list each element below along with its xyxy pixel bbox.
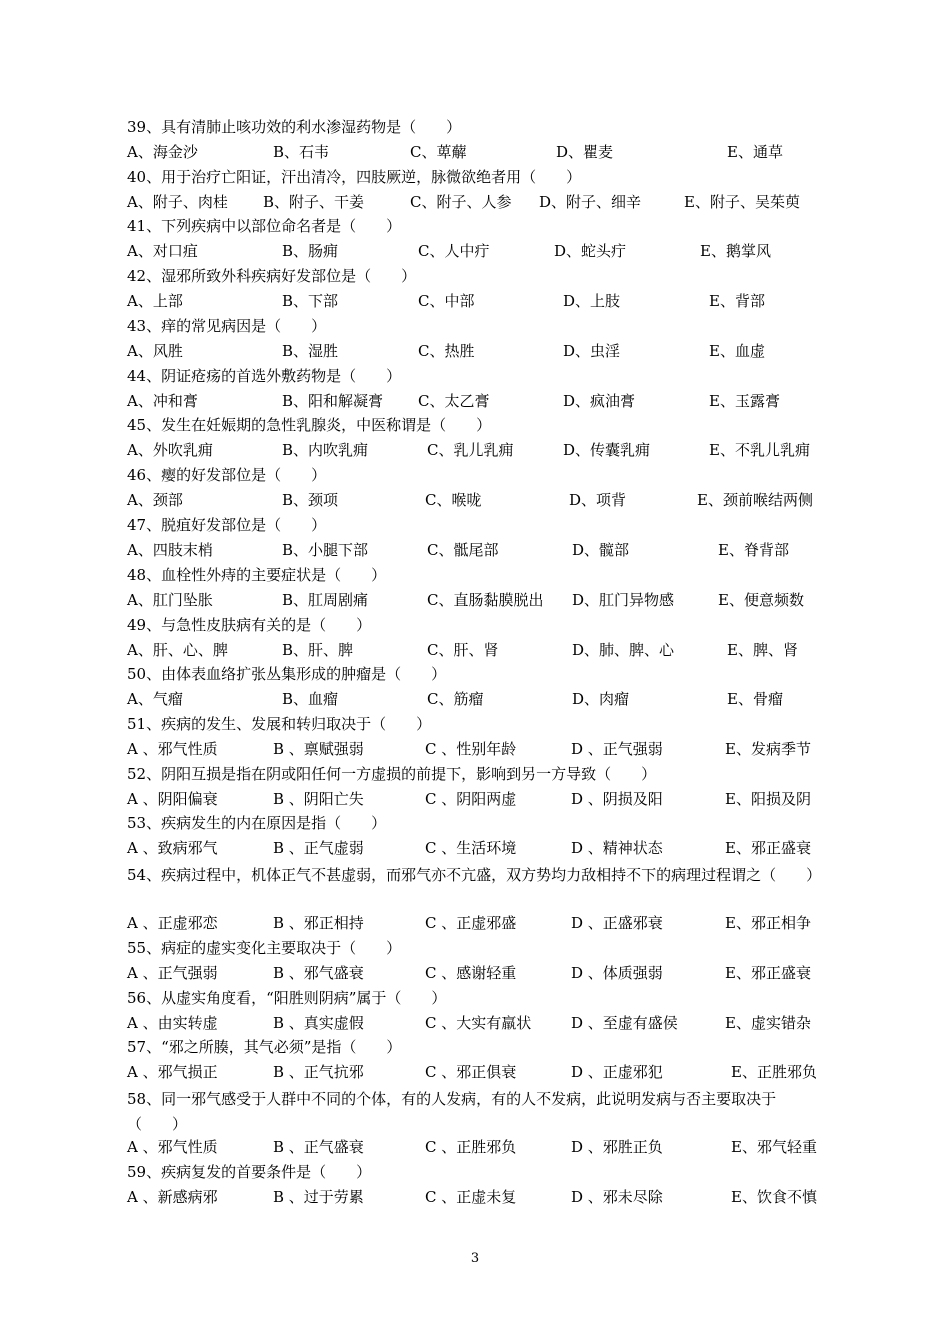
- answer-option: B、石韦: [273, 143, 330, 161]
- answer-option: E、邪正盛衰: [725, 839, 811, 857]
- question-stem: 57、“邪之所腠，其气必须”是指（ ）: [127, 1038, 402, 1056]
- answer-option: B 、禀赋强弱: [273, 740, 364, 758]
- answer-option: B、附子、干姜: [263, 193, 365, 211]
- answer-option: C 、性别年龄: [425, 740, 517, 758]
- answer-option: C、乳儿乳痈: [427, 441, 514, 459]
- answer-option: C 、生活环境: [425, 839, 517, 857]
- answer-option: A、肝、心、脾: [127, 641, 228, 659]
- answer-option: B、下部: [282, 292, 339, 310]
- answer-options: [127, 739, 827, 759]
- question-stem: 55、病症的虚实变化主要取决于（ ）: [127, 939, 402, 957]
- answer-option: A、附子、肉桂: [127, 193, 228, 211]
- answer-options: [127, 789, 827, 809]
- answer-option: E、正胜邪负: [731, 1063, 817, 1081]
- answer-option: A 、邪气性质: [127, 740, 218, 758]
- question-stem: 50、由体表血络扩张丛集形成的肿瘤是（ ）: [127, 665, 447, 683]
- answer-option: C、喉咙: [425, 491, 482, 509]
- answer-option: C 、邪正俱衰: [425, 1063, 517, 1081]
- answer-option: D、疯油膏: [563, 392, 636, 410]
- answer-option: A 、邪气性质: [127, 1138, 218, 1156]
- answer-options: [127, 341, 827, 361]
- question-stem: 39、具有清肺止咳功效的利水渗湿药物是（ ）: [127, 118, 462, 136]
- answer-option: A 、由实转虚: [127, 1014, 218, 1032]
- answer-option: A 、阴阳偏衰: [127, 790, 218, 808]
- answer-options: [127, 1013, 827, 1033]
- answer-option: E、血虚: [709, 342, 765, 360]
- answer-option: D 、体质强弱: [571, 964, 663, 982]
- page-number: 3: [470, 1251, 480, 1266]
- answer-options: [127, 1187, 827, 1207]
- question-stem: 41、下列疾病中以部位命名者是（ ）: [127, 217, 402, 235]
- answer-option: A、颈部: [127, 491, 183, 509]
- answer-options: [127, 540, 827, 560]
- answer-option: B 、正气盛衰: [273, 1138, 364, 1156]
- question-stem: 49、与急性皮肤病有关的是（ ）: [127, 616, 372, 634]
- answer-option: A 、致病邪气: [127, 839, 218, 857]
- answer-options: [127, 192, 827, 212]
- answer-option: A、肛门坠胀: [127, 591, 213, 609]
- question-stem: 52、阴阳互损是指在阴或阳任何一方虚损的前提下，影响到另一方导致（ ）: [127, 765, 657, 783]
- answer-option: E、骨瘤: [727, 690, 783, 708]
- question-stem: 58、同一邪气感受于人群中不同的个体，有的人发病，有的人不发病，此说明发病与否主要取决于（ ）: [127, 1090, 777, 1133]
- answer-options: [127, 640, 827, 660]
- question-stem: 45、发生在妊娠期的急性乳腺炎，中医称谓是（ ）: [127, 416, 492, 434]
- answer-option: E、发病季节: [725, 740, 811, 758]
- answer-option: D、瞿麦: [556, 143, 614, 161]
- answer-option: A 、正虚邪恋: [127, 914, 218, 932]
- answer-option: E、脾、肾: [727, 641, 798, 659]
- question-stem: 43、痒的常见病因是（ ）: [127, 317, 327, 335]
- answer-option: B 、正气虚弱: [273, 839, 364, 857]
- answer-option: A 、新感病邪: [127, 1188, 218, 1206]
- answer-option: E、脊背部: [718, 541, 789, 559]
- answer-option: D 、正气强弱: [571, 740, 663, 758]
- answer-option: C、萆薢: [410, 143, 467, 161]
- answer-option: B 、邪气盛衰: [273, 964, 364, 982]
- answer-option: D、上肢: [563, 292, 621, 310]
- answer-option: C、骶尾部: [427, 541, 499, 559]
- answer-option: C、热胜: [418, 342, 475, 360]
- answer-option: D 、正盛邪衰: [571, 914, 663, 932]
- answer-option: E、背部: [709, 292, 765, 310]
- answer-option: C、中部: [418, 292, 475, 310]
- answer-option: D、髋部: [572, 541, 630, 559]
- answer-option: B 、邪正相持: [273, 914, 364, 932]
- answer-option: A、外吹乳痈: [127, 441, 213, 459]
- answer-option: A 、正气强弱: [127, 964, 218, 982]
- answer-option: A、气瘤: [127, 690, 183, 708]
- answer-option: D 、邪未尽除: [571, 1188, 663, 1206]
- answer-option: D 、精神状态: [571, 839, 663, 857]
- answer-option: A、上部: [127, 292, 183, 310]
- answer-option: B 、过于劳累: [273, 1188, 364, 1206]
- answer-option: A、冲和膏: [127, 392, 198, 410]
- answer-option: B、肛周剧痛: [282, 591, 369, 609]
- answer-option: C、附子、人参: [410, 193, 512, 211]
- answer-option: D、附子、细辛: [539, 193, 642, 211]
- answer-options: [127, 838, 827, 858]
- answer-option: E、阳损及阴: [725, 790, 811, 808]
- answer-option: D、蛇头疔: [554, 242, 627, 260]
- answer-option: E、便意频数: [718, 591, 804, 609]
- answer-option: C、人中疔: [418, 242, 490, 260]
- answer-option: D、肛门异物感: [572, 591, 675, 609]
- answer-option: A、风胜: [127, 342, 183, 360]
- answer-option: C、肝、肾: [427, 641, 499, 659]
- answer-option: D、项背: [569, 491, 627, 509]
- answer-option: B、小腿下部: [282, 541, 369, 559]
- question-stem: 47、脱疽好发部位是（ ）: [127, 516, 327, 534]
- answer-option: B、内吹乳痈: [282, 441, 369, 459]
- answer-option: B、血瘤: [282, 690, 339, 708]
- answer-option: C、直肠黏膜脱出: [427, 591, 544, 609]
- answer-option: C 、感谢轻重: [425, 964, 517, 982]
- answer-options: [127, 142, 827, 162]
- question-stem: 48、血栓性外痔的主要症状是（ ）: [127, 566, 387, 584]
- answer-options: [127, 963, 827, 983]
- answer-option: B、阳和解凝膏: [282, 392, 384, 410]
- answer-option: E、虚实错杂: [725, 1014, 811, 1032]
- answer-option: D 、阴损及阳: [571, 790, 663, 808]
- question-stem: 46、瘿的好发部位是（ ）: [127, 466, 327, 484]
- answer-option: C 、正虚邪盛: [425, 914, 517, 932]
- answer-option: A、对口疽: [127, 242, 198, 260]
- answer-option: E、不乳儿乳痈: [709, 441, 810, 459]
- question-stem: 40、用于治疗亡阳证，汗出清冷，四肢厥逆，脉微欲绝者用（ ）: [127, 168, 582, 186]
- answer-option: D 、邪胜正负: [571, 1138, 663, 1156]
- answer-option: C、太乙膏: [418, 392, 490, 410]
- question-stem: 53、疾病发生的内在原因是指（ ）: [127, 814, 387, 832]
- answer-options: [127, 913, 827, 933]
- answer-option: D 、至虚有盛侯: [571, 1014, 678, 1032]
- answer-option: D 、正虚邪犯: [571, 1063, 663, 1081]
- answer-option: E、邪正盛衰: [725, 964, 811, 982]
- question-stem: 54、疾病过程中，机体正气不甚虚弱，而邪气亦不亢盛，双方势均力敌相持不下的病理过程谓之（ ）: [127, 866, 822, 884]
- answer-option: B、肝、脾: [282, 641, 354, 659]
- answer-option: E、附子、吴茱萸: [684, 193, 800, 211]
- answer-option: E、邪正相争: [725, 914, 811, 932]
- answer-option: D、虫淫: [563, 342, 621, 360]
- answer-options: [127, 291, 827, 311]
- answer-option: D、肉瘤: [572, 690, 630, 708]
- answer-option: B、肠痈: [282, 242, 339, 260]
- answer-option: B、湿胜: [282, 342, 339, 360]
- answer-option: D、传囊乳痈: [563, 441, 651, 459]
- answer-options: [127, 1062, 827, 1082]
- question-stem: 59、疾病复发的首要条件是（ ）: [127, 1163, 372, 1181]
- question-stem: 44、阴证疮疡的首选外敷药物是（ ）: [127, 367, 402, 385]
- answer-option: C 、正胜邪负: [425, 1138, 517, 1156]
- answer-option: B、颈项: [282, 491, 339, 509]
- answer-options: [127, 490, 827, 510]
- answer-option: C、筋瘤: [427, 690, 484, 708]
- answer-option: A 、邪气损正: [127, 1063, 218, 1081]
- answer-option: B 、真实虚假: [273, 1014, 364, 1032]
- answer-option: B 、阴阳亡失: [273, 790, 364, 808]
- answer-option: C 、正虚未复: [425, 1188, 517, 1206]
- answer-option: A、海金沙: [127, 143, 198, 161]
- answer-option: E、饮食不慎: [731, 1188, 817, 1206]
- answer-option: C 、阴阳两虚: [425, 790, 517, 808]
- answer-option: A、四肢末梢: [127, 541, 213, 559]
- answer-option: E、鹅掌风: [700, 242, 771, 260]
- answer-option: B 、正气抗邪: [273, 1063, 364, 1081]
- answer-options: [127, 440, 827, 460]
- answer-option: E、颈前喉结两侧: [697, 491, 813, 509]
- answer-options: [127, 1137, 827, 1157]
- answer-option: E、通草: [727, 143, 783, 161]
- answer-options: [127, 241, 827, 261]
- answer-option: D、肺、脾、心: [572, 641, 675, 659]
- answer-options: [127, 391, 827, 411]
- question-stem: 42、湿邪所致外科疾病好发部位是（ ）: [127, 267, 417, 285]
- answer-option: E、玉露膏: [709, 392, 780, 410]
- question-stem: 51、疾病的发生、发展和转归取决于（ ）: [127, 715, 432, 733]
- answer-options: [127, 689, 827, 709]
- answer-option: E、邪气轻重: [731, 1138, 817, 1156]
- answer-option: C 、大实有羸状: [425, 1014, 532, 1032]
- answer-options: [127, 590, 827, 610]
- question-stem: 56、从虚实角度看，“阳胜则阴病”属于（ ）: [127, 989, 447, 1007]
